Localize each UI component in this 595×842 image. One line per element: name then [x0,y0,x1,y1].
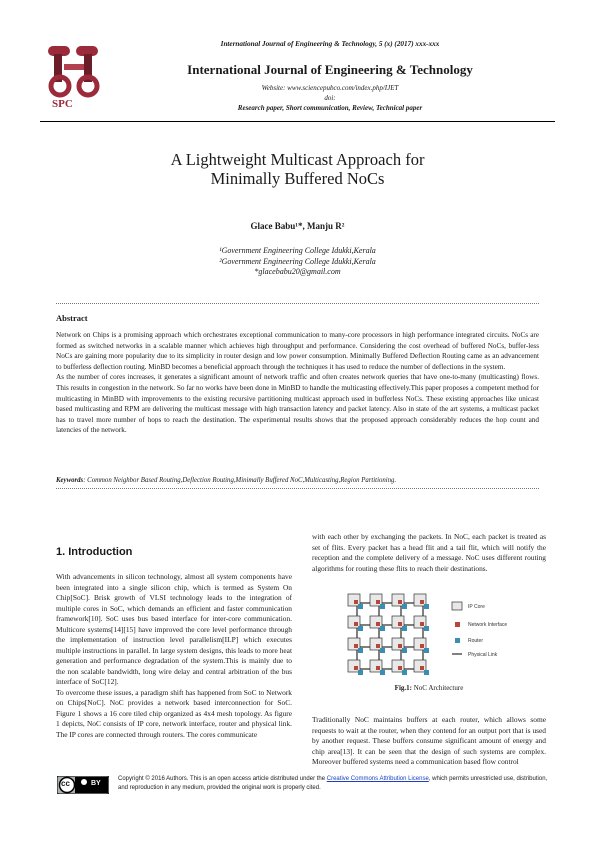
network-interface [376,622,380,626]
router [380,670,385,675]
network-interface [420,622,424,626]
copyright-prefix: Copyright © 2016 Authors. This is an open access article distributed under the [118,776,327,782]
noc-architecture-figure [340,588,520,680]
intro-column-2-top: with each other by exchanging the packets. In NoC, each packet is treated as set of flits. Every packet has a head flit and a tail flit, which will notify the reception and the complete delivery of a message. NoC uses different routing algorithms for routing these flits to reach their destinations. [312,532,546,573]
router [380,626,385,631]
keywords-text: : Common Neighbor Based Routing,Deflection Routing,Minimally Buffered NoC,Multicasting,Region Partitioning. [83,477,397,484]
router [424,626,429,631]
logo-text: SPC [52,98,73,110]
router [358,670,363,675]
copyright-suffix: , which permits unrestricted use, distribution, and reproduction in any medium, provided the original work is properly cited. [118,776,548,791]
journal-website: Website: www.sciencepubco.com/index.php/IJET [261,84,399,92]
router [424,670,429,675]
network-interface [420,600,424,604]
doi-line: doi: [324,94,336,102]
router [402,648,407,653]
figure-caption-text: NoC Architecture [411,684,464,692]
network-interface [398,644,402,648]
router [358,604,363,609]
network-interface [354,644,358,648]
network-interface [398,600,402,604]
legend-label: Physical Link [468,652,498,658]
router [380,648,385,653]
cc-label: cc [61,779,70,788]
intro-column-2-bottom: Traditionally NoC maintains buffers at each router, which allows some requests to wait at the router, when they contend for an output port that is used by another request. These buffers consume significant amount of energy and chip area[13]. It can be seen that the design of such systems are complex. Moreover buffered systems need a communication based flow control [312,715,546,766]
abstract-heading: Abstract [56,313,88,323]
legend-swatch [455,622,460,627]
legend-label: Router [468,638,484,644]
cc-by-badge[interactable] [57,776,109,794]
network-interface [376,600,380,604]
legend-label: IP Core [468,604,485,610]
by-label: BY [91,780,101,787]
router [380,604,385,609]
router [402,626,407,631]
abstract-text: Network on Chips is a promising approach which orchestrates exceptional communication to many-core processors in high performance integrated circuits. NoCs are formed as switched networks in a scalable manner which achieves high throughput and performance. Considering the cost overhead of buffered NoCs, buffer-less NoCs are gaining more popularity due to its simplicity in router design and low power consumption. Minimally Buffered Deflection Routing came as an advancement to bufferless deflection routing. MinBD becomes a beneficial approach through the techniques it has used to reduce the number of deflections in the system. As the number of cores increases, it generates a significant amount of network traffic and often creates network queries that have one-to-many (multicasting) flows. This results in congestion in the network. So far no works have been done in MinBD to handle the multicasting effectively.This paper proposes a competent method for multicasting in MinBD with improvements to the existing recursive partitioning multicast approach used in bufferless NoCs. These existing approaches like unicast based multicasting and RPM are delivering the multicast message with high transaction latency and packet latency. Also in state of the art systems, a multicast packet has to travel more number of hops to reach the destination. The experimental results shows that the proposed approach considerably reduces the hop count and latencies of the network. [56,331,539,435]
affiliations [150,246,445,278]
router [424,648,429,653]
network-interface [354,622,358,626]
legend-swatch [452,602,462,610]
affiliation-1: ¹Government Engineering College Idukki,Kerala [219,246,376,255]
abstract-rule [56,303,539,304]
router [402,604,407,609]
router [358,648,363,653]
legend-swatch [455,638,460,643]
network-interface [354,600,358,604]
router [358,626,363,631]
network-interface [420,644,424,648]
network-interface [398,666,402,670]
network-interface [376,666,380,670]
intro-column-1: With advancements in silicon technology, almost all system components have been integrated into a single silicon chip, which is termed as System On Chip[SoC]. Brisk growth of VLSI technology leads to the integration of multiple cores in SoC, which demands an efficient and faster communication framework[10]. SoC uses bus based interface for inter-core communication. Multicore systems[14][15] have improved the core level performance through the implementation of instruction level parallelism[ILP] which executes multiple instructions in parallel. In large system designs, this leads to more heat generation and performance degradation of the system.This is mainly due to the non scalable bandwidth, long wire delay and central arbitration of the bus interface of SoC[12]. To overcome these issues, a paradigm shift has happened from SoC to Network on Chips[NoC]. NoC provides a network based interconnection for SoC. Figure 1 shows a 16 core tiled chip organized as 4x4 mesh topology. As figure 1 depicts, NoC consists of IP core, network interface, router and physical link. The IP cores are connected through routers. The cores communicate [56,572,292,739]
affiliation-2: ²Government Engineering College Idukki,Kerala [219,256,376,266]
network-interface [376,644,380,648]
network-interface [354,666,358,670]
citation-line: International Journal of Engineering & Technology, 5 (x) (2017) xxx-xxx [220,40,440,48]
license-link[interactable]: Creative Commons Attribution License [326,776,429,782]
keywords [56,477,539,484]
header-rule [40,121,555,122]
keywords-label: Keywords [56,477,84,484]
router [424,604,429,609]
noc-mesh-diagram [340,588,520,680]
network-interface [420,666,424,670]
journal-title: International Journal of Engineering & Technology [187,62,473,77]
author-email[interactable]: *glacebabu20@gmail.com [254,267,341,276]
paper-title: A Lightweight Multicast Approach for Minimally Buffered NoCs [170,150,425,188]
legend-label: Network Interface [468,622,508,628]
journal-logo [40,40,110,115]
router [402,670,407,675]
section-heading-introduction: 1. Introduction [56,546,133,558]
figure-caption-label: Fig.1: [394,684,412,692]
figure-caption [312,684,546,692]
authors: Glace Babu¹*, Manju R² [250,221,345,231]
network-interface [398,622,402,626]
copyright-notice [118,775,548,793]
keywords-rule [56,488,539,489]
paper-types: Research paper, Short communication, Review, Technical paper [237,104,423,112]
